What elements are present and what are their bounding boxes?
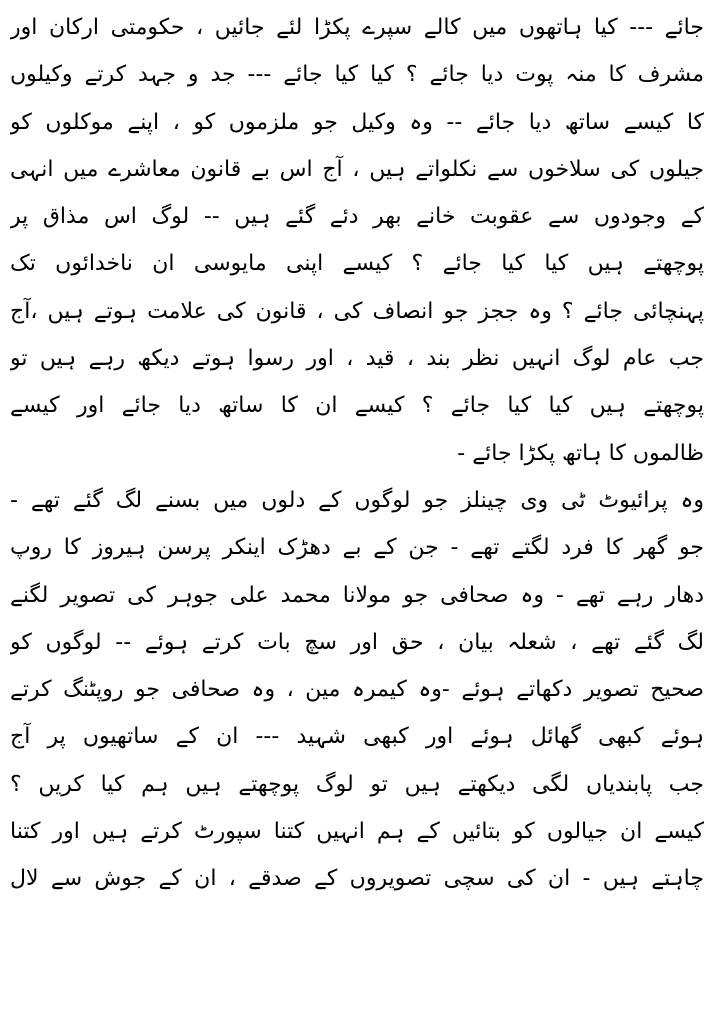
paragraph: [10, 4, 704, 477]
text-line: ہوئے کبھی گھائل ہوئے اور کبھی شہید --- ان کے ساتھیوں پر آج: [10, 724, 704, 750]
text-line: چاہتے ہیں - ان کی سچی تصویروں کے صدقے ، ان کے جوش سے لال: [10, 866, 704, 892]
text-line: مشرف کا منہ پوت دیا جائے ؟ کیا کیا جائے --- جد و جہد کرتے وکیلوں: [10, 62, 704, 88]
text-line: کا کیسے ساتھ دیا جائے -- وہ وکیل جو ملزموں کو ، اپنے موکلوں کو: [10, 109, 704, 135]
text-line: ظالموں کا ہاتھ پکڑا جائے -: [457, 440, 704, 466]
text-line: جیلوں کی سلاخوں سے نکلواتے ہیں ، آج اس بے قانون معاشرے میں انہی: [10, 156, 704, 182]
text-line: لگ گئے تھے ، شعلہ بیان ، حق اور سچ بات کرتے ہوئے -- لوگوں کو: [10, 629, 704, 655]
text-line: صحیح تصویر دکھاتے ہوئے -وہ کیمرہ مین ، وہ صحافی جو روپٹنگ کرتے: [10, 677, 704, 703]
text-line: پہنچائی جائے ؟ وہ ججز جو انصاف کی ، قانون کی علامت ہوتے ہیں ،آج: [10, 298, 704, 324]
paragraph: [10, 477, 704, 903]
text-line: جائے --- کیا ہاتھوں میں کالے سپرے پکڑا لئے جائیں ، حکومتی ارکان اور: [10, 15, 704, 40]
text-line: کیسے ان جیالوں کو بتائیں کے ہم انہیں کتنا سپورٹ کرتے ہیں اور کتنا: [10, 819, 704, 845]
text-line: وہ پرائیوٹ ٹی وی چینلز جو لوگوں کے دلوں میں بسنے لگ گئے تھے -: [10, 487, 704, 513]
text-line: کے وجودوں سے عقوبت خانے بھر دئے گئے ہیں -- لوگ اس مذاق پر: [10, 204, 704, 230]
text-line: جو گھر کا فرد لگتے تھے - جن کے بے دھڑک اینکر پرسن ہیروز کا روپ: [10, 535, 704, 561]
text-line: جب عام لوگ انہیں نظر بند ، قید ، اور رسوا ہوتے دیکھ رہے ہیں تو: [10, 346, 704, 372]
text-line: پوچھتے ہیں کیا کیا جائے ؟ کیسے اپنی مایوسی ان ناخدائوں تک: [10, 251, 704, 277]
document-page: [10, 4, 704, 1010]
text-line: جب پابندیاں لگی دیکھتے ہیں تو لوگ پوچھتے ہیں ہم کیا کریں ؟: [10, 771, 704, 797]
text-line: پوچھتے ہیں کیا کیا جائے ؟ کیسے ان کا ساتھ دیا جائے اور کیسے: [10, 393, 704, 419]
text-line: دھار رہے تھے - وہ صحافی جو مولانا محمد علی جوہر کی تصویر لگنے: [10, 582, 704, 608]
